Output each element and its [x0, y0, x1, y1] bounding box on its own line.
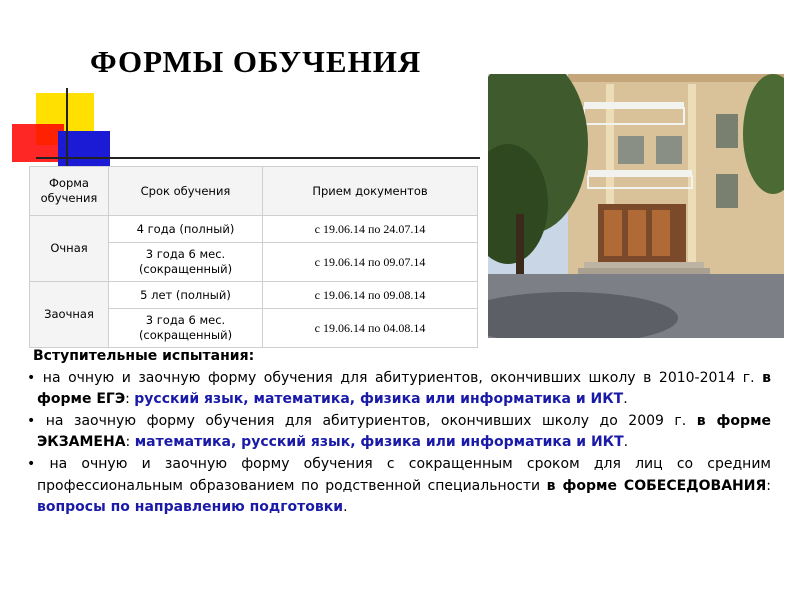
- decor-horizontal-line: [36, 157, 480, 159]
- exam-text: на заочную форму обучения для абитуриентов, окончивших школу до 2009 г.: [35, 412, 697, 429]
- bullet-icon: •: [27, 369, 36, 386]
- exam-item: • на очную и заочную форму обучения для абитуриентов, окончивших школу в 2010-2014 г. в форме ЕГЭ: русский язык, математика, физика или информатика и ИКТ.: [27, 369, 771, 408]
- exam-text: на очную и заочную форму обучения для абитуриентов, окончивших школу в 2010-2014 г.: [35, 369, 763, 386]
- term-cell: 3 года 6 мес. (сокращенный): [109, 243, 263, 282]
- header-form: Форма обучения: [30, 167, 109, 216]
- term-cell: 3 года 6 мес. (сокращенный): [109, 309, 263, 348]
- header-dates: Прием документов: [263, 167, 478, 216]
- term-cell: 5 лет (полный): [109, 282, 263, 309]
- exam-text: на очную и заочную форму обучения с сокращенным сроком для лиц со средним профессиональным образованием по родственной специальности: [35, 455, 771, 494]
- dates-cell: с 19.06.14 по 09.08.14: [263, 282, 478, 309]
- page-title: ФОРМЫ ОБУЧЕНИЯ: [90, 44, 422, 79]
- exam-form-label: в форме ЕГЭ: [37, 369, 771, 408]
- entrance-exams: [27, 346, 771, 519]
- exam-subjects: русский язык, математика, физика или информатика и ИКТ: [134, 391, 624, 408]
- term-cell: 4 года (полный): [109, 216, 263, 243]
- form-cell-parttime: Заочная: [30, 282, 109, 348]
- dates-cell: с 19.06.14 по 24.07.14: [263, 216, 478, 243]
- admission-table: [29, 166, 478, 348]
- exam-item: • на очную и заочную форму обучения с сокращенным сроком для лиц со средним профессиональным образованием по родственной специальности в форме СОБЕСЕДОВАНИЯ: вопросы по направлению подготовки.: [27, 455, 771, 516]
- form-cell-fulltime: Очная: [30, 216, 109, 282]
- header-term: Срок обучения: [109, 167, 263, 216]
- exam-form-label: в форме ЭКЗАМЕНА: [37, 412, 772, 451]
- bullet-icon: •: [27, 455, 36, 472]
- exam-item: • на заочную форму обучения для абитуриентов, окончивших школу до 2009 г. в форме ЭКЗАМЕНА: математика, русский язык, физика или информатика и ИКТ.: [27, 412, 772, 451]
- bullet-icon: •: [27, 412, 36, 429]
- exam-subjects: вопросы по направлению подготовки: [37, 499, 344, 516]
- dates-cell: с 19.06.14 по 09.07.14: [263, 243, 478, 282]
- building-photo: [488, 74, 784, 338]
- exam-form-label: в форме СОБЕСЕДОВАНИЯ: [546, 477, 767, 494]
- exam-subjects: математика, русский язык, физика или информатика и ИКТ: [134, 434, 624, 451]
- dates-cell: с 19.06.14 по 04.08.14: [263, 309, 478, 348]
- exams-heading: Вступительные испытания:: [33, 348, 255, 364]
